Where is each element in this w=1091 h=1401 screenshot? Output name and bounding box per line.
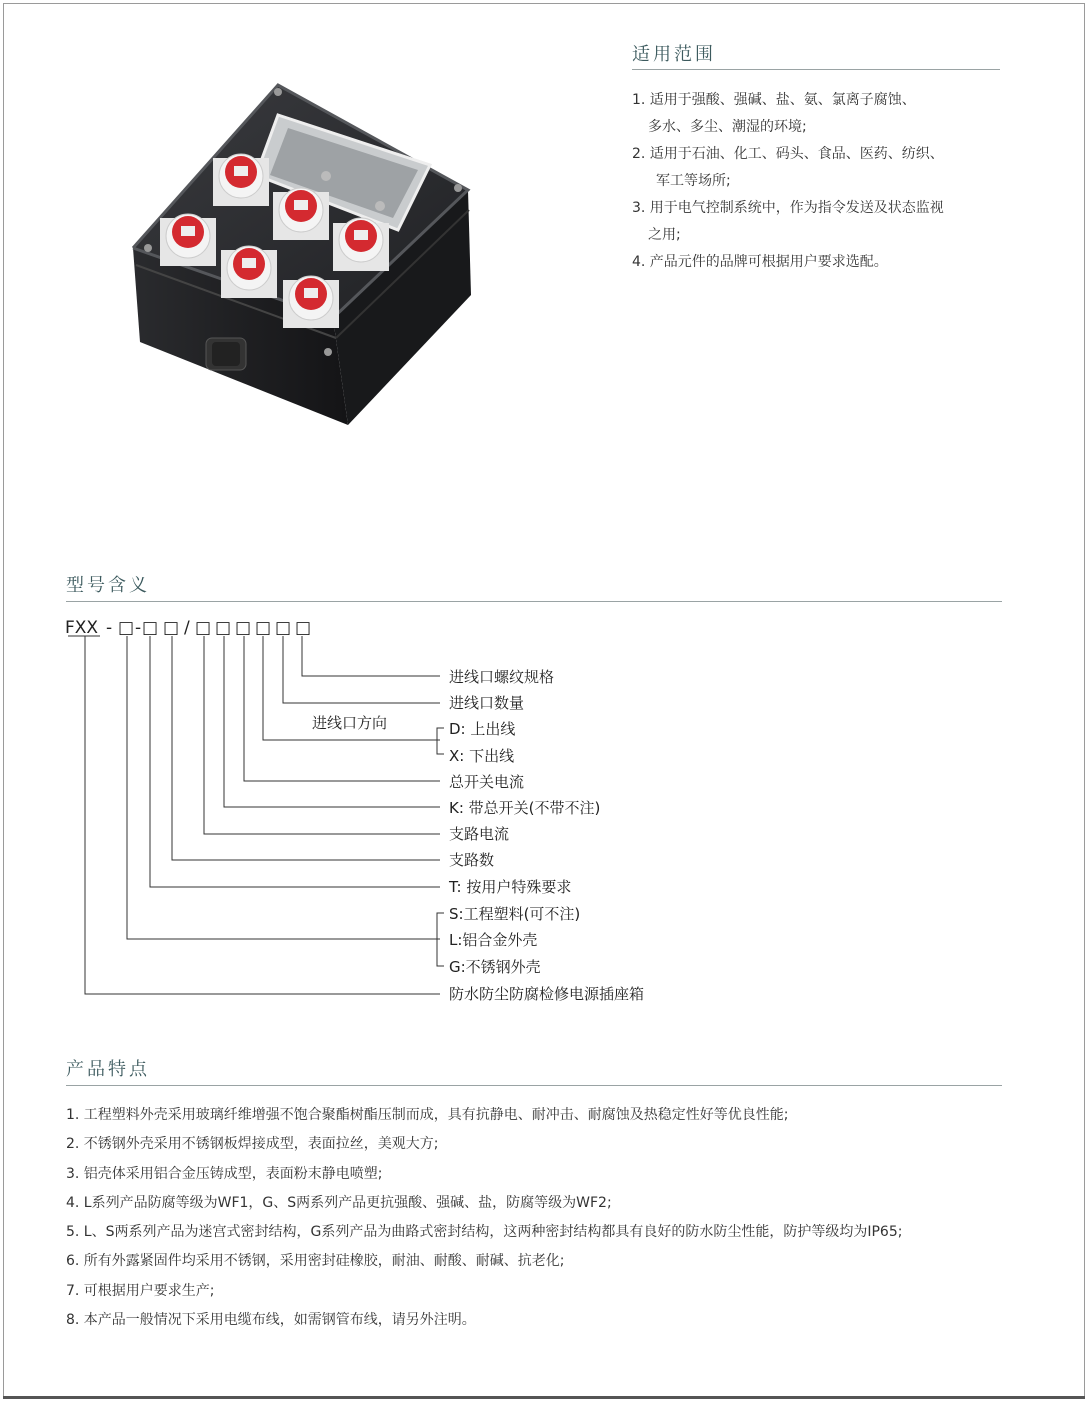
- page-frame-shadow: [3, 1396, 1085, 1399]
- label-d: D: 上出线: [449, 720, 516, 738]
- feature-item: 5. L、S两系列产品为迷宫式密封结构，G系列产品为曲路式密封结构，这两种密封结构都具有良好的防水防尘性能，防护等级均为IP65;: [66, 1224, 903, 1241]
- feature-item: 4. L系列产品防腐等级为WF1，G、S两系列产品更抗强酸、强碱、盐，防腐等级为WF2;: [66, 1194, 612, 1211]
- product-image: [128, 80, 473, 425]
- socket-icon: [213, 154, 269, 206]
- application-item-line2: 多水、多尘、潮湿的环境;: [648, 119, 807, 135]
- label-g: G:不锈钢外壳: [449, 958, 541, 976]
- application-item-line1: 2. 适用于石油、化工、码头、食品、医药、纺织、: [632, 146, 944, 162]
- model-diagram: [60, 610, 680, 1010]
- application-title: 适用范围: [632, 44, 716, 65]
- label-branch-count: 支路数: [449, 851, 495, 869]
- features-rule: [66, 1085, 1002, 1086]
- application-item: [632, 141, 1032, 195]
- features-title: 产品特点: [66, 1059, 150, 1080]
- application-item-line2: 军工等场所;: [656, 173, 731, 189]
- label-l: L:铝合金外壳: [449, 931, 538, 949]
- label-s: S:工程塑料(可不注): [449, 905, 581, 923]
- label-main-current: 总开关电流: [449, 773, 525, 791]
- label-t: T: 按用户特殊要求: [449, 878, 572, 896]
- model-title: 型号含义: [66, 575, 150, 596]
- application-list: [632, 87, 1032, 276]
- feature-item: 2. 不锈钢外壳采用不锈钢板焊接成型，表面拉丝，美观大方;: [66, 1136, 439, 1153]
- model-code-box: □: [215, 618, 232, 638]
- label-thread: 进线口螺纹规格: [449, 668, 555, 686]
- feature-item: 8. 本产品一般情况下采用电缆布线，如需钢管布线，请另外注明。: [66, 1312, 476, 1329]
- label-direction: 进线口方向: [312, 714, 388, 732]
- label-k: K: 带总开关(不带不注): [449, 799, 601, 817]
- label-x: X: 下出线: [449, 747, 515, 765]
- feature-item: 1. 工程塑料外壳采用玻璃纤维增强不饱合聚酯树酯压制而成，具有抗静电、耐冲击、耐腐蚀及热稳定性好等优良性能;: [66, 1107, 789, 1123]
- feature-item: 3. 铝壳体采用铝合金压铸成型，表面粉末静电喷塑;: [66, 1165, 383, 1182]
- model-code-box: □: [142, 618, 159, 638]
- application-item: [632, 249, 1032, 276]
- model-code-box: □: [275, 618, 292, 638]
- model-code-box: □: [235, 618, 252, 638]
- socket-icon: [273, 188, 329, 240]
- label-name: 防水防尘防腐检修电源插座箱: [449, 985, 645, 1003]
- application-rule: [632, 69, 1000, 70]
- application-item-line1: 3. 用于电气控制系统中，作为指令发送及状态监视: [632, 200, 944, 216]
- application-item-line2: 之用;: [648, 227, 681, 243]
- socket-icon: [333, 218, 389, 271]
- model-code-box: □: [163, 618, 180, 638]
- model-code-box: □: [255, 618, 272, 638]
- model-code-slash: /: [184, 618, 190, 638]
- application-item-line1: 4. 产品元件的品牌可根据用户要求选配。: [632, 254, 888, 270]
- feature-item: 7. 可根据用户要求生产;: [66, 1282, 215, 1299]
- socket-icon: [221, 246, 277, 298]
- model-code-prefix: FXX: [65, 618, 99, 638]
- model-code-sep: -: [106, 618, 113, 638]
- application-item-line1: 1. 适用于强酸、强碱、盐、氨、氯离子腐蚀、: [632, 92, 916, 108]
- feature-item: 6. 所有外露紧固件均采用不锈钢，采用密封硅橡胶，耐油、耐酸、耐碱、抗老化;: [66, 1253, 565, 1270]
- model-code-box: □: [118, 618, 135, 638]
- label-branch-current: 支路电流: [449, 825, 510, 843]
- application-item: [632, 87, 1032, 141]
- features-list: [66, 1101, 1026, 1335]
- model-code-box: □: [295, 618, 312, 638]
- socket-icon: [160, 214, 216, 266]
- label-count: 进线口数量: [449, 694, 525, 712]
- application-item: [632, 195, 1032, 249]
- socket-icon: [283, 276, 339, 328]
- model-code-box: □: [195, 618, 212, 638]
- model-rule: [66, 601, 1002, 602]
- model-code-sep: -: [135, 618, 142, 638]
